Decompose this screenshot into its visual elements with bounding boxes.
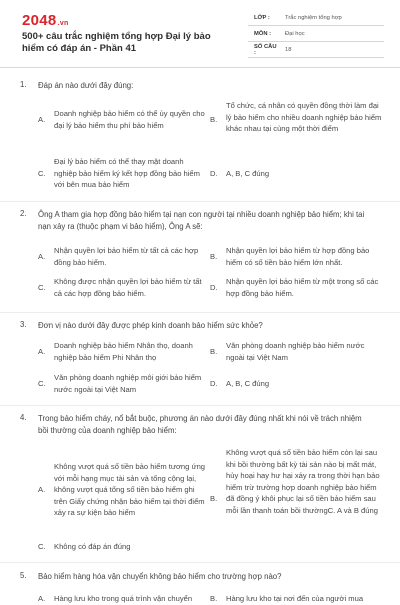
option-text: Nhận quyền lợi bảo hiểm từ tất cả các hợp đồng bảo hiểm.	[54, 246, 199, 267]
option-text: A, B, C đúng	[226, 169, 270, 178]
option-letter: B.	[210, 594, 218, 603]
divider	[0, 405, 400, 406]
question-text: Bảo hiểm hàng hóa vận chuyển không bảo hiểm cho trường hợp nào?	[38, 572, 282, 581]
option-text: Nhận quyền lợi bảo hiểm từ hợp đồng bảo hiểm có số tiền bảo hiểm lớn nhất.	[226, 246, 370, 267]
option-text: Đại lý bảo hiểm có thể thay mặt doanh nghiệp bảo hiểm ký kết hợp đồng bảo hiểm với bên mua bảo hiểm	[54, 157, 200, 189]
option-text: Không có đáp án đúng	[54, 542, 131, 551]
meta-row-count	[248, 42, 384, 58]
option-letter: B.	[210, 347, 218, 356]
option-letter: A.	[38, 252, 46, 261]
meta-key: LỚP :	[254, 14, 270, 21]
meta-table	[248, 10, 384, 58]
option-letter: C.	[38, 283, 46, 292]
option-text: Doanh nghiệp bảo hiểm Nhân thọ, doanh nghiệp bảo hiểm Phi Nhân thọ	[54, 341, 193, 362]
question-text: Ông A tham gia hợp đồng bảo hiểm tại nạn con người tại nhiều doanh nghiệp bảo hiểm; khi tai nạn xảy ra (thuộc phạm vi bảo hiểm), Ông A sẽ:	[38, 210, 365, 231]
option-text: Văn phòng doanh nghiệp môi giới bảo hiểm nước ngoài tại Việt Nam	[54, 373, 202, 394]
option-text: Nhận quyền lợi bảo hiểm từ một trong số các hợp đồng bảo hiểm.	[226, 277, 379, 298]
question-number: 3.	[20, 320, 27, 329]
meta-value: Đại học	[285, 30, 305, 37]
option-text: Không vượt quá số tiền bảo hiểm còn lại sau khi bồi thường bất kỳ tài sản nào bị mất mát, hủy hoại hay hư hại xảy ra trong thời hạn bảo hiểm trừ trường hợp doanh nghiệp bảo hiểm đã đồng ý khôi phục lại số tiền bảo hiểm sau mỗi lần thanh toán bồi thườngC. A và B đúng	[226, 448, 380, 515]
option-letter: D.	[210, 169, 218, 178]
option-letter: B.	[210, 494, 218, 503]
option-letter: C.	[38, 169, 46, 178]
option-text: Không được nhận quyền lợi bảo hiểm từ tất cả các hợp đồng bảo hiểm.	[54, 277, 202, 298]
divider	[0, 312, 400, 313]
option-text: Tổ chức, cá nhân có quyền đồng thời làm đại lý bảo hiểm cho nhiều doanh nghiệp bảo hiểm khác nhau tại cùng một thời điểm	[226, 101, 382, 133]
question-text: Trong bảo hiểm cháy, nổ bắt buộc, phương án nào dưới đây đúng nhất khi nói về trách nhiệm bồi thường của doanh nghiệp bảo hiểm:	[38, 414, 362, 435]
question-text: Đáp án nào dưới đây đúng:	[38, 81, 134, 90]
option-text: Không vượt quá số tiền bảo hiểm tương ứng với mỗi hạng mục tài sản và tổng cộng lại, không vượt quá tổng số tiền bảo hiểm ghi trên Giấy chứng nhận bảo hiểm tại thời điểm xảy ra sự kiện bảo hiểm	[54, 462, 206, 517]
logo-tld: .vn	[57, 20, 69, 27]
question-5	[20, 571, 382, 603]
option-letter: A.	[38, 347, 46, 356]
question-3	[20, 320, 382, 400]
meta-value: Trắc nghiệm tổng hợp	[285, 14, 342, 21]
question-1	[20, 80, 382, 210]
divider	[0, 562, 400, 563]
question-number: 4.	[20, 413, 27, 422]
meta-row-class	[248, 10, 384, 26]
logo-text: 2048	[22, 12, 57, 29]
meta-key: MÔN :	[254, 30, 272, 37]
option-text: Hàng lưu kho tại nơi đến của người mua	[226, 594, 364, 603]
option-text: Doanh nghiệp bảo hiểm có thể ủy quyền cho đại lý bảo hiểm thu phí bảo hiểm	[54, 109, 205, 130]
option-letter: C.	[38, 379, 46, 388]
meta-key: SỐ CÂU :	[254, 43, 277, 56]
option-letter: A.	[38, 485, 46, 494]
question-number: 2.	[20, 209, 27, 218]
option-letter: B.	[210, 115, 218, 124]
question-number: 1.	[20, 80, 27, 89]
option-letter: B.	[210, 252, 218, 261]
option-letter: D.	[210, 379, 218, 388]
meta-value: 18	[285, 46, 292, 53]
question-text: Đơn vị nào dưới đây được phép kinh doanh bảo hiểm sức khỏe?	[38, 321, 263, 330]
question-4	[20, 413, 382, 563]
site-logo[interactable]	[22, 12, 69, 29]
option-text: A, B, C đúng	[226, 379, 270, 388]
option-letter: A.	[38, 594, 46, 603]
document-title: 500+ câu trắc nghiệm tổng hợp Đại lý bảo hiểm có đáp án - Phần 41	[22, 31, 211, 54]
option-text: Hàng lưu kho trong quá trình vận chuyển	[54, 594, 193, 603]
option-text: Văn phòng doanh nghiệp bảo hiểm nước ngoài tại Việt Nam	[226, 341, 365, 362]
divider	[0, 201, 400, 202]
question-2	[20, 209, 382, 309]
option-letter: C.	[38, 542, 46, 551]
option-letter: D.	[210, 283, 218, 292]
document-header	[0, 0, 400, 68]
question-number: 5.	[20, 571, 27, 580]
option-letter: A.	[38, 115, 46, 124]
meta-row-subject	[248, 26, 384, 42]
